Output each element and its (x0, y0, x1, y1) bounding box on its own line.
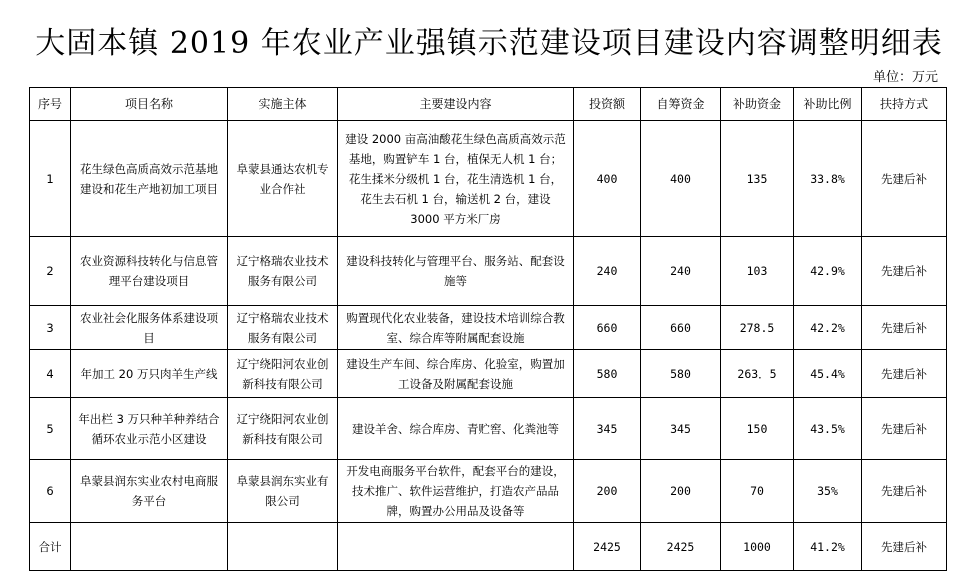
header-self-funding: 自筹资金 (641, 88, 721, 121)
entity: 辽宁绕阳河农业创新科技有限公司 (228, 398, 338, 460)
content: 购置现代化农业装备，建设技术培训综合教室、综合库等附属配套设施 (338, 306, 574, 350)
total-entity (228, 523, 338, 571)
total-row (30, 523, 947, 571)
table-row (30, 398, 947, 460)
total-self-funding: 2425 (641, 523, 721, 571)
support-mode: 先建后补 (862, 398, 947, 460)
support-mode: 先建后补 (862, 350, 947, 398)
investment: 240 (574, 237, 641, 306)
investment: 200 (574, 460, 641, 523)
total-investment: 2425 (574, 523, 641, 571)
row-no: 6 (30, 460, 71, 523)
ratio: 35% (794, 460, 862, 523)
self-funding: 580 (641, 350, 721, 398)
subsidy: 70 (721, 460, 794, 523)
header-no: 序号 (30, 88, 71, 121)
table-row (30, 121, 947, 237)
total-content (338, 523, 574, 571)
unit-label: 单位：万元 (872, 70, 938, 85)
support-mode: 先建后补 (862, 306, 947, 350)
content: 建设科技转化与管理平台、服务站、配套设施等 (338, 237, 574, 306)
project-name: 年加工 20 万只肉羊生产线 (71, 350, 228, 398)
row-no: 1 (30, 121, 71, 237)
self-funding: 660 (641, 306, 721, 350)
row-no: 2 (30, 237, 71, 306)
total-support-mode: 先建后补 (862, 523, 947, 571)
project-name: 农业资源科技转化与信息管理平台建设项目 (71, 237, 228, 306)
header-ratio: 补助比例 (794, 88, 862, 121)
total-label: 合计 (30, 523, 71, 571)
project-name: 农业社会化服务体系建设项目 (71, 306, 228, 350)
subsidy: 135 (721, 121, 794, 237)
support-mode: 先建后补 (862, 237, 947, 306)
table-row (30, 306, 947, 350)
total-ratio: 41.2% (794, 523, 862, 571)
investment: 400 (574, 121, 641, 237)
total-subsidy: 1000 (721, 523, 794, 571)
ratio: 42.2% (794, 306, 862, 350)
header-entity: 实施主体 (228, 88, 338, 121)
header-row (30, 88, 947, 121)
self-funding: 240 (641, 237, 721, 306)
content: 建设羊舍、综合库房、青贮窖、化粪池等 (338, 398, 574, 460)
ratio: 43.5% (794, 398, 862, 460)
entity: 辽宁绕阳河农业创新科技有限公司 (228, 350, 338, 398)
entity: 辽宁格瑞农业技术服务有限公司 (228, 237, 338, 306)
project-name: 阜蒙县润东实业农村电商服务平台 (71, 460, 228, 523)
entity: 阜蒙县通达农机专业合作社 (228, 121, 338, 237)
self-funding: 345 (641, 398, 721, 460)
ratio: 45.4% (794, 350, 862, 398)
document-title: 大固本镇 2019 年农业产业强镇示范建设项目建设内容调整明细表 (35, 26, 943, 61)
entity: 阜蒙县润东实业有限公司 (228, 460, 338, 523)
subsidy: 263．5 (721, 350, 794, 398)
subsidy: 150 (721, 398, 794, 460)
content: 开发电商服务平台软件，配套平台的建设，技术推广、软件运营维护，打造农产品品牌，购置办公用品及设备等 (338, 460, 574, 523)
row-no: 5 (30, 398, 71, 460)
subsidy: 103 (721, 237, 794, 306)
project-name: 花生绿色高质高效示范基地建设和花生产地初加工项目 (71, 121, 228, 237)
investment: 345 (574, 398, 641, 460)
project-table (29, 87, 947, 571)
table-row (30, 350, 947, 398)
entity: 辽宁格瑞农业技术服务有限公司 (228, 306, 338, 350)
total-project-name (71, 523, 228, 571)
row-no: 3 (30, 306, 71, 350)
table-row (30, 237, 947, 306)
header-project-name: 项目名称 (71, 88, 228, 121)
project-name: 年出栏 3 万只种羊种养结合循环农业示范小区建设 (71, 398, 228, 460)
header-subsidy: 补助资金 (721, 88, 794, 121)
subsidy: 278.5 (721, 306, 794, 350)
header-support-mode: 扶持方式 (862, 88, 947, 121)
header-investment: 投资额 (574, 88, 641, 121)
content: 建设 2000 亩高油酸花生绿色高质高效示范基地，购置铲车 1 台，植保无人机 1 台；花生揉米分级机 1 台，花生清选机 1 台，花生去石机 1 台，输送机 2 台，建设 3000 平方米厂房 (338, 121, 574, 237)
support-mode: 先建后补 (862, 121, 947, 237)
header-content: 主要建设内容 (338, 88, 574, 121)
support-mode: 先建后补 (862, 460, 947, 523)
self-funding: 400 (641, 121, 721, 237)
ratio: 42.9% (794, 237, 862, 306)
ratio: 33.8% (794, 121, 862, 237)
table-row (30, 460, 947, 523)
self-funding: 200 (641, 460, 721, 523)
content: 建设生产车间、综合库房、化验室，购置加工设备及附属配套设施 (338, 350, 574, 398)
row-no: 4 (30, 350, 71, 398)
investment: 660 (574, 306, 641, 350)
investment: 580 (574, 350, 641, 398)
